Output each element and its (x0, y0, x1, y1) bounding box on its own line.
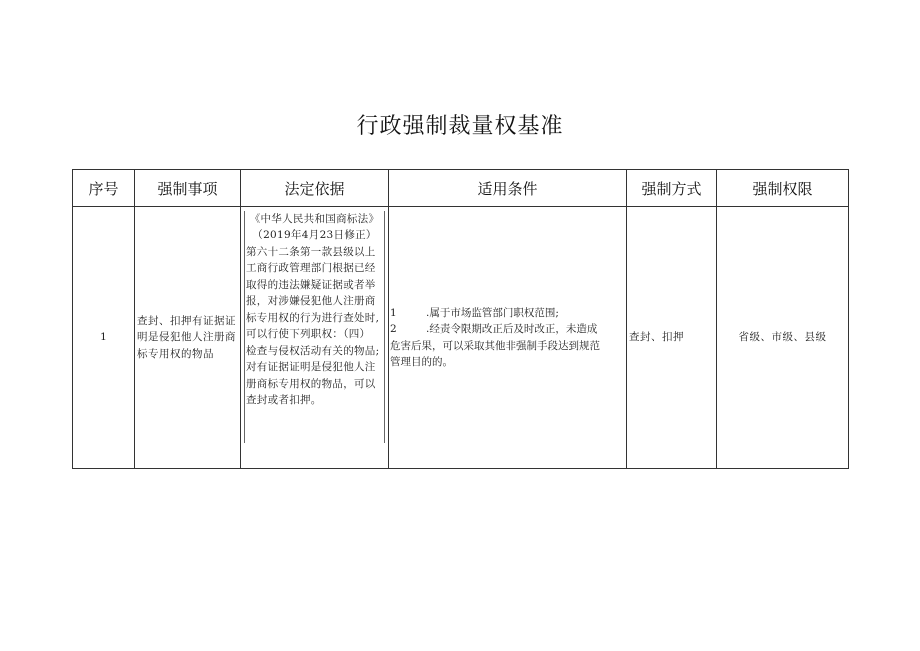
header-enforcement-method: 强制方式 (627, 170, 717, 207)
legal-basis-line: 第六十二条第一款县级以上 (246, 245, 376, 258)
cell-serial-number: 1 (73, 207, 135, 469)
condition-line-3: 危害后果，可以采取其他非强制手段达到规范 (390, 339, 600, 352)
legal-basis-line: （2019年4月23日修正） (252, 229, 377, 241)
condition-number: 1 (390, 306, 397, 319)
header-applicable-conditions: 适用条件 (389, 170, 627, 207)
header-enforcement-item: 强制事项 (135, 170, 241, 207)
discretion-standard-table (72, 169, 849, 469)
condition-line-4: 管理目的的。 (390, 356, 453, 368)
legal-basis-line: 取得的违法嫌疑证据或者举 (246, 278, 376, 291)
legal-basis-line: 对有证据证明是侵犯他人注 (246, 361, 376, 373)
header-serial-number: 序号 (73, 170, 135, 207)
legal-basis-line: 报，对涉嫌侵犯他人注册商 (246, 295, 376, 307)
condition-text: .经责令限期改正后及时改正，未造成 (426, 323, 598, 335)
legal-basis-line: 检查与侵权活动有关的物品; (246, 344, 380, 357)
header-enforcement-authority: 强制权限 (717, 170, 849, 207)
cell-applicable-conditions (389, 207, 627, 469)
cell-legal-basis (241, 207, 389, 469)
condition-line-1 (390, 305, 625, 322)
cell-enforcement-method: 查封、扣押 (627, 207, 717, 469)
table-row (73, 207, 849, 469)
legal-basis-line: 工商行政管理部门根据已经 (246, 262, 376, 274)
legal-basis-line: 《中华人民共和国商标法》 (249, 212, 380, 225)
condition-line-2 (390, 321, 625, 338)
legal-basis-text-box (244, 211, 385, 443)
condition-text: .属于市场监管部门职权范围; (426, 306, 559, 319)
legal-basis-line: 查封或者扣押。 (246, 394, 322, 406)
legal-basis-line: 可以行使下列职权：（四） (246, 328, 371, 340)
condition-number: 2 (390, 323, 397, 335)
legal-basis-line: 册商标专用权的物品，可以 (246, 377, 376, 390)
page-title: 行政强制裁量权基准 (356, 114, 564, 139)
cell-enforcement-item: 查封、扣押有证据证明是侵犯他人注册商标专用权的物品 (135, 207, 241, 469)
header-legal-basis: 法定依据 (241, 170, 389, 207)
legal-basis-line: 标专用权的行为进行查处时, (246, 311, 380, 324)
table-header-row (73, 170, 849, 207)
cell-enforcement-authority: 省级、市级、县级 (717, 207, 849, 469)
